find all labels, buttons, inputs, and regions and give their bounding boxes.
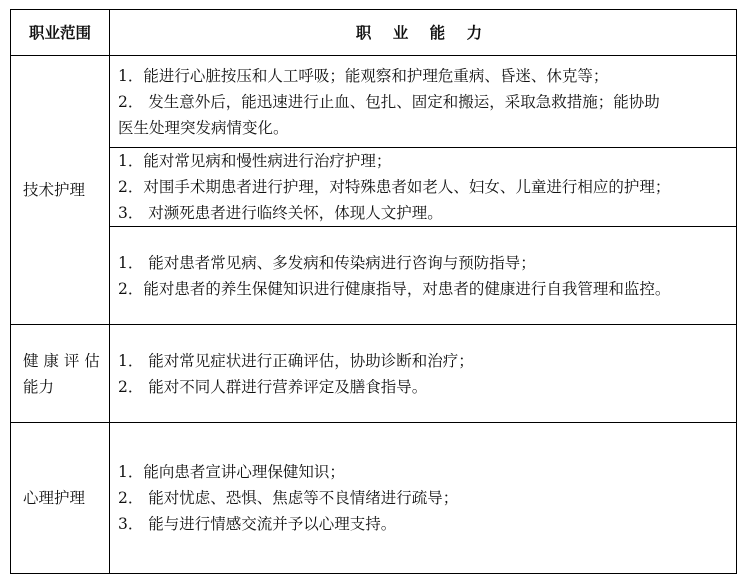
ability-line: 1．能向患者宣讲心理保健知识； <box>118 463 345 481</box>
table-row <box>11 227 737 325</box>
ability-line: 2． 能对忧虑、恐惧、焦虑等不良情绪进行疏导； <box>118 489 459 507</box>
ability-cell <box>110 325 737 423</box>
table-header-row <box>11 10 737 56</box>
table-row <box>11 325 737 423</box>
header-ability: 职 业 能 力 <box>110 10 737 56</box>
ability-line: 1． 能对患者常见病、多发病和传染病进行咨询与预防指导； <box>118 253 536 272</box>
ability-line: 医生处理突发病情变化。 <box>118 118 289 137</box>
ability-line: 2． 能对不同人群进行营养评定及膳食指导。 <box>118 377 428 396</box>
ability-line: 2． 发生意外后，能迅速进行止血、包扎、固定和搬运，采取急救措施；能协助 <box>118 92 660 111</box>
ability-line: 1．能进行心脏按压和人工呼吸；能观察和护理危重病、昏迷、休克等； <box>118 66 609 85</box>
ability-cell <box>110 148 737 227</box>
scope-health-assessment <box>11 325 110 423</box>
ability-line: 2．对围手术期患者进行护理，对特殊患者如老人、妇女、儿童进行相应的护理； <box>118 178 671 196</box>
ability-line: 1． 能对常见症状进行正确评估，协助诊断和治疗； <box>118 351 474 370</box>
ability-cell <box>110 227 737 325</box>
scope-technical-nursing: 技术护理 <box>11 56 110 325</box>
occupation-ability-table <box>10 9 737 574</box>
scope-line: 健 康 评 估 <box>23 351 100 370</box>
table-row <box>11 148 737 227</box>
scope-line: 能力 <box>23 377 55 396</box>
ability-line: 1．能对常见病和慢性病进行治疗护理； <box>118 152 392 170</box>
ability-cell <box>110 56 737 148</box>
ability-line: 3． 能与进行情感交流并予以心理支持。 <box>118 515 397 533</box>
table-row <box>11 56 737 148</box>
header-scope: 职业范围 <box>11 10 110 56</box>
table-row <box>11 423 737 574</box>
ability-cell <box>110 423 737 574</box>
ability-line: 2．能对患者的养生保健知识进行健康指导，对患者的健康进行自我管理和监控。 <box>118 279 671 298</box>
ability-line: 3． 对濒死患者进行临终关怀，体现人文护理。 <box>118 204 443 222</box>
scope-psychological-nursing: 心理护理 <box>11 423 110 574</box>
